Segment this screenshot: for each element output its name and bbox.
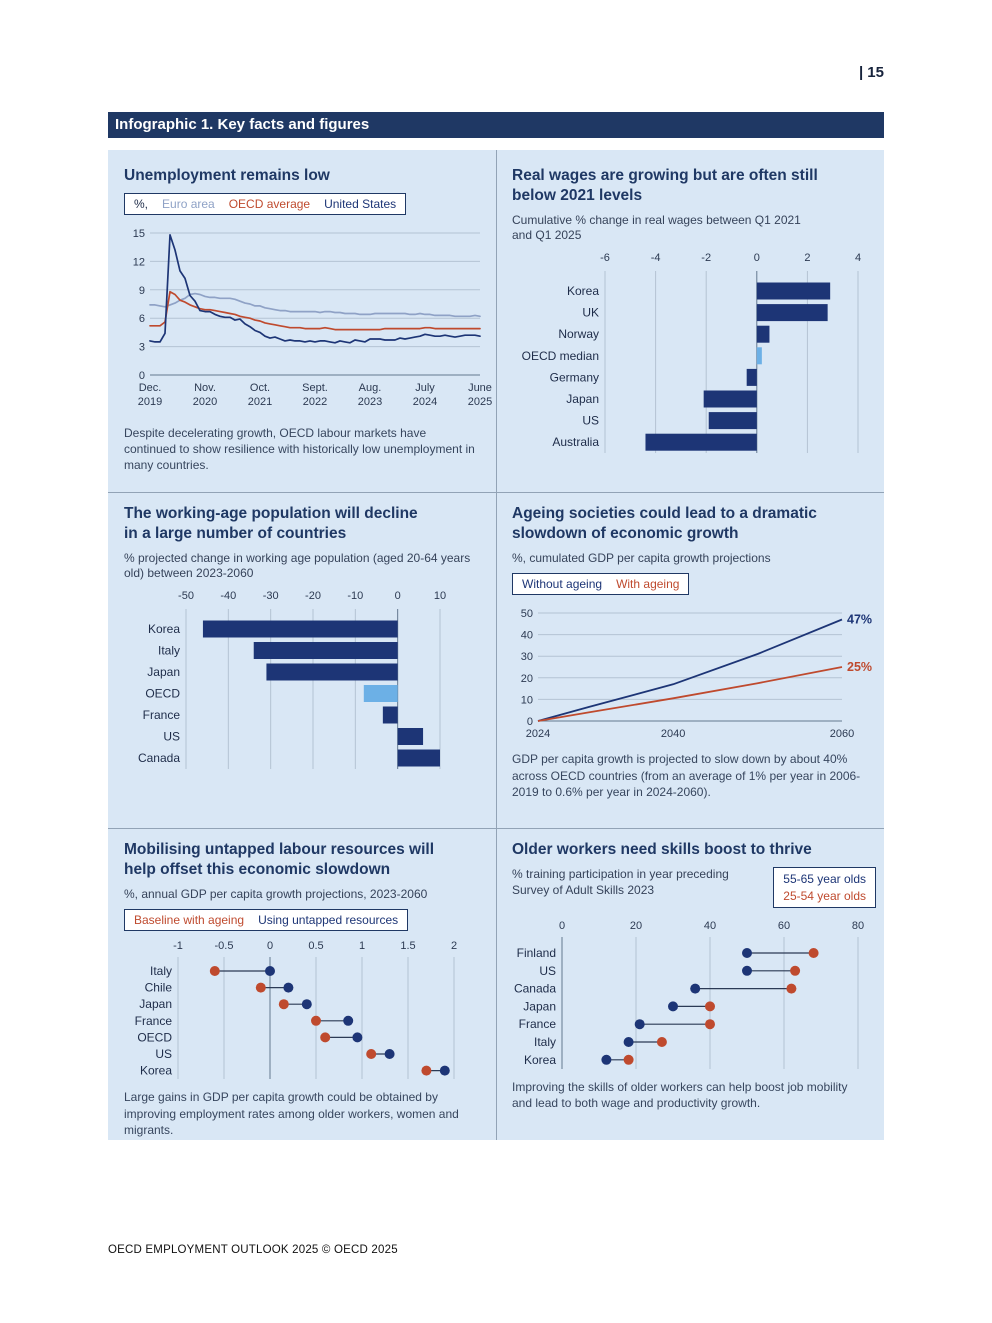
- svg-text:12: 12: [132, 256, 145, 269]
- legend-item-using-untapped-resources: Using untapped resources: [258, 913, 399, 928]
- svg-text:10: 10: [433, 590, 447, 603]
- svg-text:Finland: Finland: [516, 945, 556, 960]
- panel-ageing: [512, 504, 873, 800]
- legend-box: [124, 909, 408, 931]
- legend-item-without-ageing: Without ageing: [522, 577, 603, 592]
- svg-text:30: 30: [520, 651, 533, 664]
- svg-text:2022: 2022: [302, 395, 328, 408]
- legend-item-25-54-year-olds: 25-54 year olds: [783, 888, 866, 903]
- svg-text:-10: -10: [347, 590, 364, 603]
- svg-text:US: US: [163, 729, 180, 744]
- svg-text:OECD: OECD: [137, 1030, 172, 1045]
- svg-text:2: 2: [450, 940, 458, 953]
- panel-working-age: [124, 504, 486, 775]
- svg-text:France: France: [134, 1014, 172, 1029]
- svg-text:France: France: [518, 1017, 556, 1032]
- svg-text:France: France: [142, 708, 180, 723]
- svg-text:Korea: Korea: [523, 1052, 556, 1067]
- panel-real-wages: [512, 166, 870, 457]
- legend-unit-label: %,: [134, 196, 149, 211]
- svg-text:Canada: Canada: [137, 751, 180, 766]
- legend-box: [512, 573, 689, 595]
- svg-text:1.5: 1.5: [400, 940, 416, 953]
- svg-text:1: 1: [358, 940, 366, 953]
- svg-text:Aug.: Aug.: [358, 381, 382, 394]
- svg-text:80: 80: [851, 919, 865, 932]
- svg-text:Dec.: Dec.: [138, 381, 162, 394]
- older-workers-dumbbell-chart: [512, 919, 876, 1075]
- svg-text:-40: -40: [220, 590, 237, 603]
- svg-text:2021: 2021: [247, 395, 273, 408]
- svg-text:0: 0: [753, 252, 760, 265]
- svg-text:0: 0: [138, 369, 145, 382]
- svg-text:OECD median: OECD median: [521, 349, 599, 364]
- svg-text:25%: 25%: [847, 660, 873, 675]
- svg-text:UK: UK: [582, 305, 599, 320]
- svg-text:20: 20: [629, 919, 643, 932]
- legend-box: [773, 867, 876, 908]
- panel-title: Older workers need skills boost to thrive: [512, 841, 812, 858]
- panel-subtitle: % training participation in year preceding Survey of Adult Skills 2023: [512, 866, 729, 897]
- svg-text:2024: 2024: [412, 395, 438, 408]
- working-age-bar-chart: [124, 589, 486, 775]
- svg-text:Korea: Korea: [566, 284, 599, 299]
- svg-text:-0.5: -0.5: [214, 940, 234, 953]
- page-number: | 15: [858, 64, 884, 81]
- svg-text:2060: 2060: [829, 728, 855, 741]
- svg-text:20: 20: [520, 673, 533, 686]
- panel-subtitle: %, annual GDP per capita growth projections, 2023-2060: [124, 886, 428, 901]
- svg-text:2020: 2020: [192, 395, 218, 408]
- page-footer: OECD EMPLOYMENT OUTLOOK 2025 © OECD 2025: [108, 1244, 398, 1256]
- panel-title: The working-age population will decline in a large number of countries: [124, 505, 418, 542]
- svg-text:47%: 47%: [847, 612, 873, 627]
- svg-text:6: 6: [138, 313, 145, 326]
- svg-text:US: US: [582, 413, 599, 428]
- svg-text:Korea: Korea: [139, 1064, 172, 1079]
- unemployment-line-chart: [124, 223, 493, 421]
- divider-horizontal-2: [108, 828, 884, 829]
- svg-text:2023: 2023: [357, 395, 383, 408]
- panel-subtitle: % projected change in working age population (aged 20-64 years old) between 2023-2060: [124, 550, 471, 581]
- svg-text:10: 10: [520, 694, 533, 707]
- svg-text:0.5: 0.5: [308, 940, 324, 953]
- svg-text:-50: -50: [178, 590, 194, 603]
- svg-text:Japan: Japan: [566, 392, 599, 407]
- svg-text:-4: -4: [650, 252, 661, 265]
- svg-text:2019: 2019: [137, 395, 163, 408]
- svg-text:Japan: Japan: [139, 997, 172, 1012]
- svg-text:Germany: Germany: [549, 370, 599, 385]
- svg-text:0: 0: [266, 940, 274, 953]
- svg-text:0: 0: [558, 919, 566, 932]
- panel-subtitle: Cumulative % change in real wages between Q1 2021 and Q1 2025: [512, 212, 801, 243]
- svg-text:50: 50: [520, 608, 533, 621]
- svg-text:Japan: Japan: [147, 665, 180, 680]
- svg-text:2025: 2025: [467, 395, 493, 408]
- svg-text:60: 60: [777, 919, 791, 932]
- panel-caption: Despite decelerating growth, OECD labour markets have continued to show resilience with historically low unemployment in many countries.: [124, 425, 475, 473]
- legend-item-with-ageing: With ageing: [616, 577, 680, 592]
- divider-vertical: [496, 150, 497, 1140]
- svg-text:Korea: Korea: [147, 622, 180, 637]
- svg-text:40: 40: [703, 919, 717, 932]
- panel-title: Ageing societies could lead to a dramatic slowdown of economic growth: [512, 505, 817, 542]
- panel-caption: GDP per capita growth is projected to slow down by about 40% across OECD countries (from an average of 1% per year in 2006-2019 to 0.6% per year in 2024-2060).: [512, 752, 861, 800]
- svg-text:-30: -30: [262, 590, 279, 603]
- svg-text:Japan: Japan: [523, 999, 556, 1014]
- svg-text:-6: -6: [600, 252, 610, 265]
- panel-caption: Improving the skills of older workers can help boost job mobility and lead to both wage and productivity growth.: [512, 1079, 848, 1111]
- svg-text:40: 40: [520, 630, 533, 643]
- legend-item-oecd-average: OECD average: [228, 196, 311, 211]
- legend-item-euro-area: Euro area: [162, 196, 215, 211]
- legend-box: [124, 193, 406, 215]
- svg-text:-2: -2: [701, 252, 712, 265]
- legend-item-baseline-with-ageing: Baseline with ageing: [134, 913, 245, 928]
- panel-title: Mobilising untapped labour resources will help offset this economic slowdown: [124, 841, 435, 878]
- svg-text:0: 0: [526, 716, 533, 729]
- svg-text:Italy: Italy: [533, 1034, 556, 1049]
- svg-text:Canada: Canada: [513, 981, 556, 996]
- svg-text:Italy: Italy: [149, 964, 172, 979]
- svg-text:-1: -1: [173, 940, 183, 953]
- panel-title: Unemployment remains low: [124, 167, 330, 184]
- svg-text:US: US: [155, 1047, 172, 1062]
- infographic-body: [108, 150, 884, 1140]
- svg-text:-20: -20: [305, 590, 321, 603]
- panel-mobilising: [124, 840, 486, 1138]
- svg-text:June: June: [468, 381, 492, 394]
- svg-text:4: 4: [854, 252, 862, 265]
- real-wages-bar-chart: [512, 251, 870, 457]
- svg-text:0: 0: [394, 590, 401, 603]
- svg-text:3: 3: [138, 341, 145, 354]
- svg-text:15: 15: [132, 227, 145, 240]
- panel-subtitle: %, cumulated GDP per capita growth projections: [512, 550, 771, 565]
- panel-unemployment: [124, 166, 493, 474]
- mobilising-dumbbell-chart: [124, 939, 486, 1085]
- svg-text:2040: 2040: [660, 728, 686, 741]
- svg-text:2024: 2024: [525, 728, 551, 741]
- infographic-banner: Infographic 1. Key facts and figures: [108, 112, 884, 138]
- legend-item-55-65-year-olds: 55-65 year olds: [783, 871, 866, 886]
- panel-caption: Large gains in GDP per capita growth could be obtained by improving employment rates among older workers, women and migrants.: [124, 1090, 459, 1138]
- svg-text:Norway: Norway: [558, 327, 599, 342]
- divider-horizontal-1: [108, 492, 884, 493]
- svg-text:2: 2: [804, 252, 811, 265]
- svg-text:Sept.: Sept.: [302, 381, 328, 394]
- svg-text:OECD: OECD: [145, 686, 180, 701]
- svg-text:July: July: [415, 381, 435, 394]
- svg-text:Oct.: Oct.: [249, 381, 271, 394]
- panel-header-row: [512, 867, 876, 917]
- svg-text:Australia: Australia: [552, 435, 599, 450]
- svg-text:US: US: [539, 963, 556, 978]
- legend-item-united-states: United States: [324, 196, 397, 211]
- ageing-line-chart: [512, 603, 873, 747]
- svg-text:Italy: Italy: [157, 643, 180, 658]
- panel-older-workers: [512, 840, 876, 1111]
- svg-text:9: 9: [138, 284, 145, 297]
- svg-text:Chile: Chile: [144, 981, 172, 996]
- svg-text:Nov.: Nov.: [194, 381, 216, 394]
- panel-title: Real wages are growing but are often still below 2021 levels: [512, 167, 818, 204]
